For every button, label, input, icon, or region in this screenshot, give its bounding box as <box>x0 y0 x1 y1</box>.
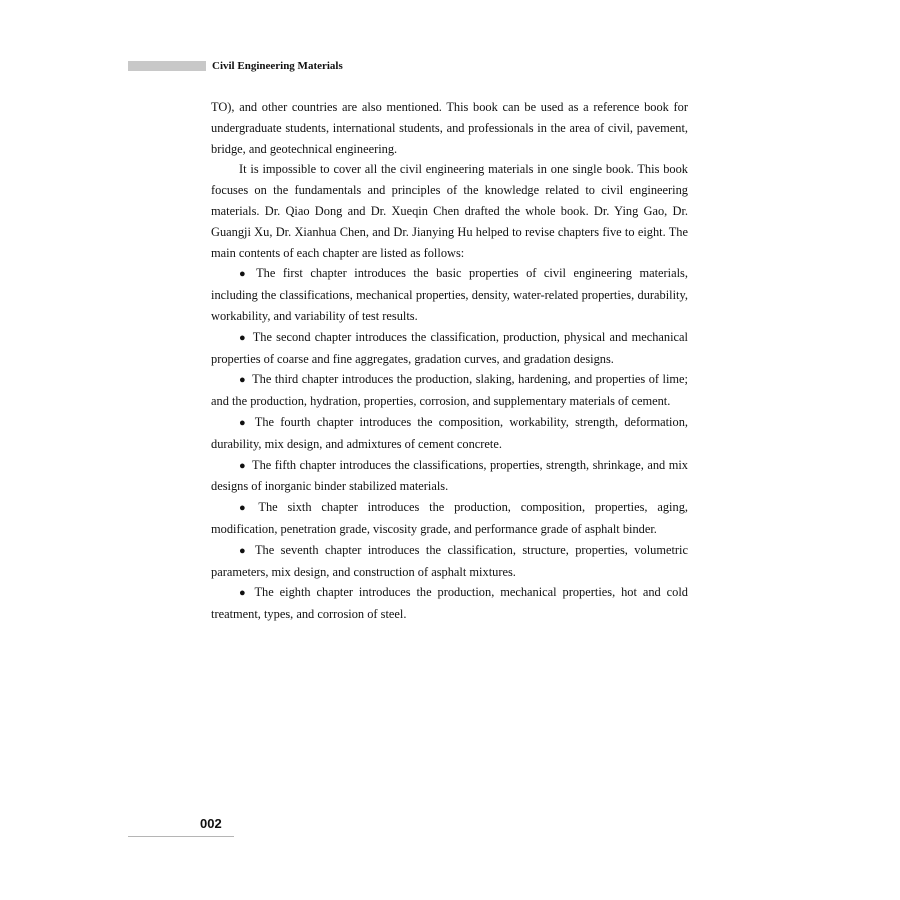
page-body <box>211 97 688 625</box>
chapter-bullet-text: The third chapter introduces the production, slaking, hardening, and properties of lime; and the production, hydration, properties, corrosion, and supplementary materials of cement. <box>211 372 688 409</box>
bullet-dot-icon: ● <box>239 587 249 600</box>
bullet-dot-icon: ● <box>239 544 249 557</box>
bullet-dot-icon: ● <box>239 459 247 472</box>
bullet-dot-icon: ● <box>239 268 251 281</box>
chapter-bullet-5 <box>211 455 688 498</box>
chapter-bullet-text: The sixth chapter introduces the production, composition, properties, aging, modification, penetration grade, viscosity grade, and performance grade of asphalt binder. <box>211 500 688 536</box>
chapter-bullet-1 <box>211 263 688 326</box>
chapter-bullet-text: The fourth chapter introduces the composition, workability, strength, deformation, durability, mix design, and admixtures of cement concrete. <box>211 414 688 451</box>
bullet-dot-icon: ● <box>239 374 247 387</box>
page-number: 002 <box>200 816 222 831</box>
chapter-bullet-text: The second chapter introduces the classification, production, physical and mechanical properties of coarse and fine aggregates, gradation curves, and gradation designs. <box>211 329 688 366</box>
bullet-dot-icon: ● <box>239 416 249 429</box>
paragraph-scope: It is impossible to cover all the civil engineering materials in one single book. This book focuses on the fundamentals and principles of the knowledge related to civil engineering materials. Dr. Qiao Dong and Dr. Xueqin Chen drafted the whole book. Dr. Ying Gao, Dr. Guangji Xu, Dr. Xianhua Chen, and Dr. Jianying Hu helped to revise chapters five to eight. The main contents of each chapter are listed as follows: <box>211 162 688 260</box>
paragraph-continued: TO), and other countries are also mentioned. This book can be used as a reference book for undergraduate students, international students, and professionals in the area of civil, pavement, bridge, and geotechnical engineering. <box>211 100 688 156</box>
bullet-dot-icon: ● <box>239 331 247 344</box>
chapter-bullet-text: The fifth chapter introduces the classifications, properties, strength, shrinkage, and mix designs of inorganic binder stabilized materials. <box>211 457 688 494</box>
chapter-bullet-2 <box>211 327 688 370</box>
chapter-bullet-text: The eighth chapter introduces the production, mechanical properties, hot and cold treatment, types, and corrosion of steel. <box>211 585 688 622</box>
chapter-bullet-3 <box>211 369 688 412</box>
chapter-bullet-8 <box>211 582 688 625</box>
header-decoration-bar <box>128 61 206 71</box>
bullet-dot-icon: ● <box>239 502 253 515</box>
chapter-bullet-text: The seventh chapter introduces the classification, structure, properties, volumetric parameters, mix design, and construction of asphalt mixtures. <box>211 542 688 579</box>
chapter-bullet-text: The first chapter introduces the basic properties of civil engineering materials, including the classifications, mechanical properties, density, water-related properties, durability, workability, and variability of test results. <box>211 266 688 323</box>
running-header-title: Civil Engineering Materials <box>212 60 343 72</box>
chapter-bullet-4 <box>211 412 688 455</box>
chapter-bullet-7 <box>211 540 688 583</box>
footer-divider <box>128 836 234 837</box>
chapter-bullet-6 <box>211 497 688 540</box>
